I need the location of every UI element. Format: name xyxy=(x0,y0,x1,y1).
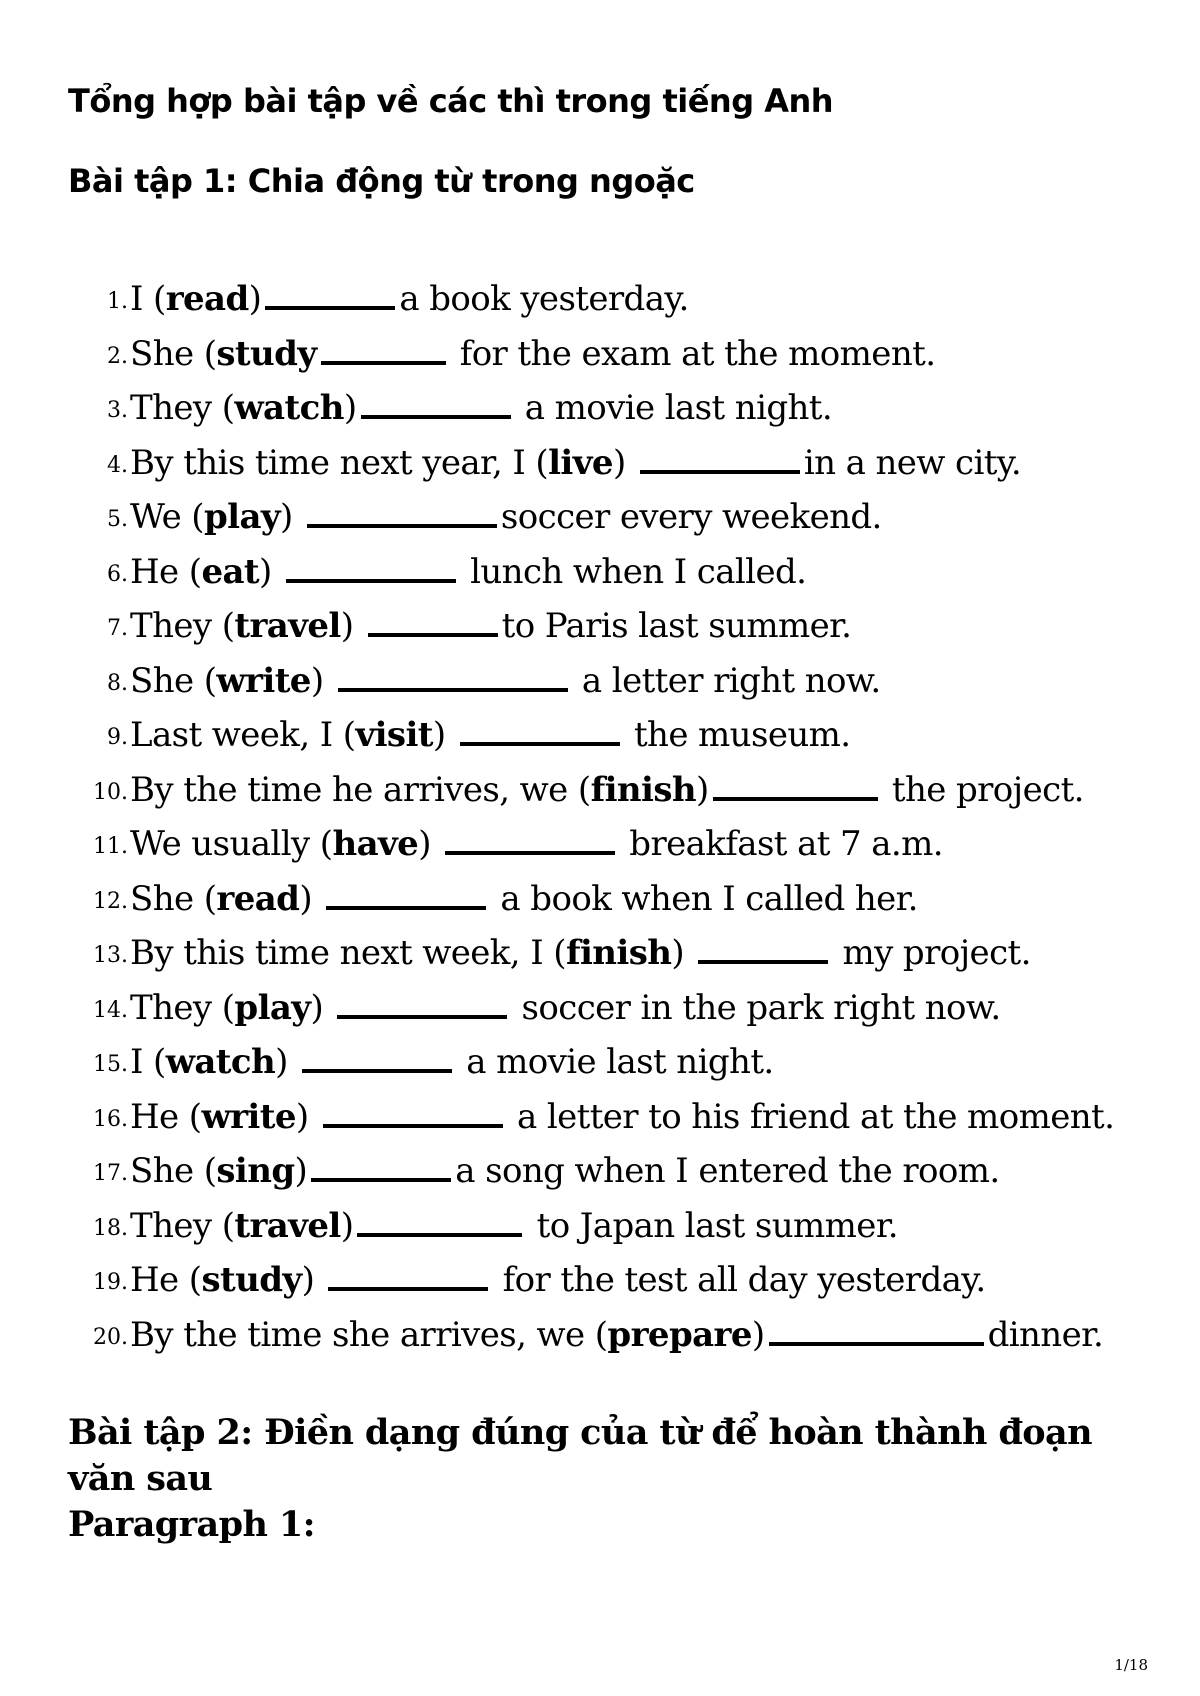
item-number: 13. xyxy=(93,943,128,968)
item-prefix: They ( xyxy=(130,606,235,646)
item-suffix: lunch when I called. xyxy=(459,551,807,592)
item-text xyxy=(130,1090,1114,1144)
item-verb: watch xyxy=(165,1042,276,1082)
item-number: 8. xyxy=(107,670,128,696)
answer-blank[interactable] xyxy=(321,361,446,365)
item-number: 17. xyxy=(93,1161,128,1186)
answer-blank[interactable] xyxy=(338,688,568,692)
item-verb: read xyxy=(165,279,249,319)
paragraph-label: Paragraph 1: xyxy=(68,1504,315,1545)
item-prefix: We ( xyxy=(130,497,204,537)
exercise-item xyxy=(0,327,1200,382)
item-verb: read xyxy=(216,878,300,919)
item-suffix: my project. xyxy=(832,933,1031,973)
item-prefix: She ( xyxy=(130,878,217,919)
exercise-item xyxy=(0,490,1200,545)
item-text xyxy=(130,1199,898,1253)
item-suffix: for the exam at the moment. xyxy=(449,333,936,374)
answer-blank[interactable] xyxy=(307,524,497,528)
item-number: 3. xyxy=(107,398,128,423)
item-prefix: He ( xyxy=(130,1260,202,1300)
answer-blank[interactable] xyxy=(265,306,395,310)
exercise-item xyxy=(0,545,1200,600)
item-prefix: He ( xyxy=(130,551,202,592)
item-number: 12. xyxy=(93,888,128,914)
exercise-item xyxy=(0,381,1200,436)
item-verb: study xyxy=(201,1260,302,1300)
answer-blank[interactable] xyxy=(698,960,828,964)
document-title: Tổng hợp bài tập về các thì trong tiếng Anh xyxy=(68,82,834,120)
item-number: 18. xyxy=(93,1215,128,1241)
item-prefix: By the time she arrives, we ( xyxy=(130,1314,608,1355)
item-text xyxy=(130,1035,774,1089)
exercise-item xyxy=(0,1035,1200,1090)
item-verb: watch xyxy=(234,388,344,428)
item-number: 7. xyxy=(107,616,128,641)
item-verb-close: ) xyxy=(295,1096,319,1137)
item-text xyxy=(130,327,935,381)
item-text xyxy=(130,708,851,762)
item-verb-close: ) xyxy=(432,715,456,755)
exercise-item xyxy=(0,926,1200,981)
item-verb-close: ) xyxy=(310,987,334,1028)
item-verb-close: ) xyxy=(612,442,636,483)
item-verb: live xyxy=(548,442,613,483)
exercise-item xyxy=(0,272,1200,327)
item-verb-close: ) xyxy=(280,497,303,537)
item-prefix: I ( xyxy=(130,279,166,319)
item-verb: visit xyxy=(355,715,433,755)
item-number: 14. xyxy=(93,997,128,1023)
item-verb-close: ) xyxy=(259,551,282,592)
item-verb-close: ) xyxy=(299,878,323,919)
item-suffix: for the test all day yesterday. xyxy=(492,1260,986,1300)
exercise-item xyxy=(0,872,1200,927)
answer-blank[interactable] xyxy=(445,851,615,855)
exercise-item xyxy=(0,1090,1200,1145)
exercise-item xyxy=(0,1253,1200,1308)
item-text xyxy=(130,272,689,326)
answer-blank[interactable] xyxy=(769,1342,984,1346)
exercise-item xyxy=(0,436,1200,491)
item-prefix: Last week, I ( xyxy=(130,715,356,755)
item-number: 9. xyxy=(107,725,128,750)
item-verb-close: ) xyxy=(275,1042,299,1082)
item-verb-close: ) xyxy=(751,1314,765,1355)
item-text xyxy=(130,1253,986,1307)
item-verb: have xyxy=(332,824,419,864)
item-prefix: She ( xyxy=(130,333,217,374)
item-number: 11. xyxy=(93,834,128,859)
answer-blank[interactable] xyxy=(302,1069,452,1073)
item-verb: write xyxy=(201,1096,296,1137)
exercise-item xyxy=(0,763,1200,818)
answer-blank[interactable] xyxy=(337,1015,507,1019)
answer-blank[interactable] xyxy=(286,579,456,583)
item-suffix: soccer every weekend. xyxy=(500,497,882,537)
item-verb-close: ) xyxy=(340,1205,354,1246)
exercise1-heading: Bài tập 1: Chia động từ trong ngoặc xyxy=(68,162,695,200)
item-verb: sing xyxy=(216,1151,295,1191)
item-text xyxy=(130,926,1031,980)
item-text xyxy=(130,436,1021,490)
item-verb-close: ) xyxy=(301,1260,325,1300)
item-prefix: They ( xyxy=(130,388,235,428)
item-verb-close: ) xyxy=(310,660,334,701)
item-prefix: By the time he arrives, we ( xyxy=(130,769,591,810)
exercise-item xyxy=(0,654,1200,709)
item-suffix: the museum. xyxy=(623,715,851,755)
answer-blank[interactable] xyxy=(640,470,800,474)
item-verb-close: ) xyxy=(343,388,357,428)
item-number: 20. xyxy=(93,1324,128,1350)
item-number: 19. xyxy=(93,1270,128,1295)
item-suffix: a book when I called her. xyxy=(490,878,918,919)
item-text xyxy=(130,381,832,435)
exercise-item xyxy=(0,1144,1200,1199)
item-text xyxy=(130,763,1084,817)
answer-blank[interactable] xyxy=(460,742,620,746)
answer-blank[interactable] xyxy=(326,906,486,910)
exercise-item xyxy=(0,708,1200,763)
item-prefix: I ( xyxy=(130,1042,166,1082)
item-suffix: in a new city. xyxy=(803,442,1022,483)
exercise-item xyxy=(0,599,1200,654)
exercise-item xyxy=(0,1308,1200,1363)
item-number: 15. xyxy=(93,1052,128,1077)
item-suffix: a movie last night. xyxy=(456,1042,774,1082)
exercise1-list xyxy=(0,272,1200,1362)
item-prefix: She ( xyxy=(130,660,217,701)
item-text xyxy=(130,817,943,871)
item-verb: study xyxy=(216,333,317,374)
item-verb-close: ) xyxy=(418,824,442,864)
answer-blank[interactable] xyxy=(311,1178,451,1182)
item-number: 1. xyxy=(107,289,128,314)
item-prefix: By this time next year, I ( xyxy=(130,442,549,483)
item-text xyxy=(130,654,881,708)
item-suffix: to Japan last summer. xyxy=(526,1205,898,1246)
item-number: 16. xyxy=(93,1106,128,1132)
item-verb: prepare xyxy=(607,1314,752,1355)
answer-blank[interactable] xyxy=(361,415,511,419)
answer-blank[interactable] xyxy=(713,797,878,801)
item-number: 4. xyxy=(107,452,128,478)
item-text xyxy=(130,1144,1000,1198)
item-text xyxy=(130,981,1001,1035)
item-suffix: soccer in the park right now. xyxy=(511,987,1001,1028)
item-verb: play xyxy=(234,987,311,1028)
item-suffix: a song when I entered the room. xyxy=(455,1151,1000,1191)
item-verb-close: ) xyxy=(294,1151,308,1191)
item-prefix: We usually ( xyxy=(130,824,333,864)
item-suffix: a movie last night. xyxy=(514,388,833,428)
exercise2-heading: Bài tập 2: Điền dạng đúng của từ để hoàn thành đoạn văn sau xyxy=(68,1412,1092,1499)
item-suffix: to Paris last summer. xyxy=(501,606,852,646)
answer-blank[interactable] xyxy=(323,1124,503,1128)
item-suffix: a book yesterday. xyxy=(399,279,689,319)
item-suffix: the project. xyxy=(881,769,1084,810)
item-verb-close: ) xyxy=(671,933,695,973)
item-verb: play xyxy=(203,497,281,537)
item-suffix: breakfast at 7 a.m. xyxy=(619,824,943,864)
item-verb-close: ) xyxy=(696,769,709,810)
item-verb-close: ) xyxy=(340,606,364,646)
item-number: 10. xyxy=(93,779,128,805)
item-prefix: She ( xyxy=(130,1151,217,1191)
item-text xyxy=(130,872,918,926)
item-verb: finish xyxy=(590,769,697,810)
item-suffix: dinner. xyxy=(987,1314,1104,1355)
answer-blank[interactable] xyxy=(328,1287,488,1291)
item-prefix: They ( xyxy=(130,987,235,1028)
item-verb: travel xyxy=(234,606,341,646)
item-text xyxy=(130,490,882,544)
item-suffix: a letter right now. xyxy=(571,660,881,701)
item-number: 5. xyxy=(107,507,128,532)
page-number: 1/18 xyxy=(1114,1656,1148,1674)
item-verb-close: ) xyxy=(248,279,262,319)
answer-blank[interactable] xyxy=(357,1233,522,1237)
item-text xyxy=(130,599,851,653)
item-number: 6. xyxy=(107,561,128,587)
item-text xyxy=(130,545,806,599)
exercise-item xyxy=(0,981,1200,1036)
item-verb: write xyxy=(216,660,311,701)
item-prefix: They ( xyxy=(130,1205,235,1246)
item-verb: travel xyxy=(234,1205,341,1246)
item-number: 2. xyxy=(107,343,128,369)
item-suffix: a letter to his friend at the moment. xyxy=(506,1096,1115,1137)
item-text xyxy=(130,1308,1103,1362)
exercise-item xyxy=(0,817,1200,872)
item-verb: finish xyxy=(565,933,672,973)
item-verb: eat xyxy=(201,551,260,592)
item-prefix: He ( xyxy=(130,1096,202,1137)
answer-blank[interactable] xyxy=(368,633,498,637)
exercise-item xyxy=(0,1199,1200,1254)
item-prefix: By this time next week, I ( xyxy=(130,933,566,973)
